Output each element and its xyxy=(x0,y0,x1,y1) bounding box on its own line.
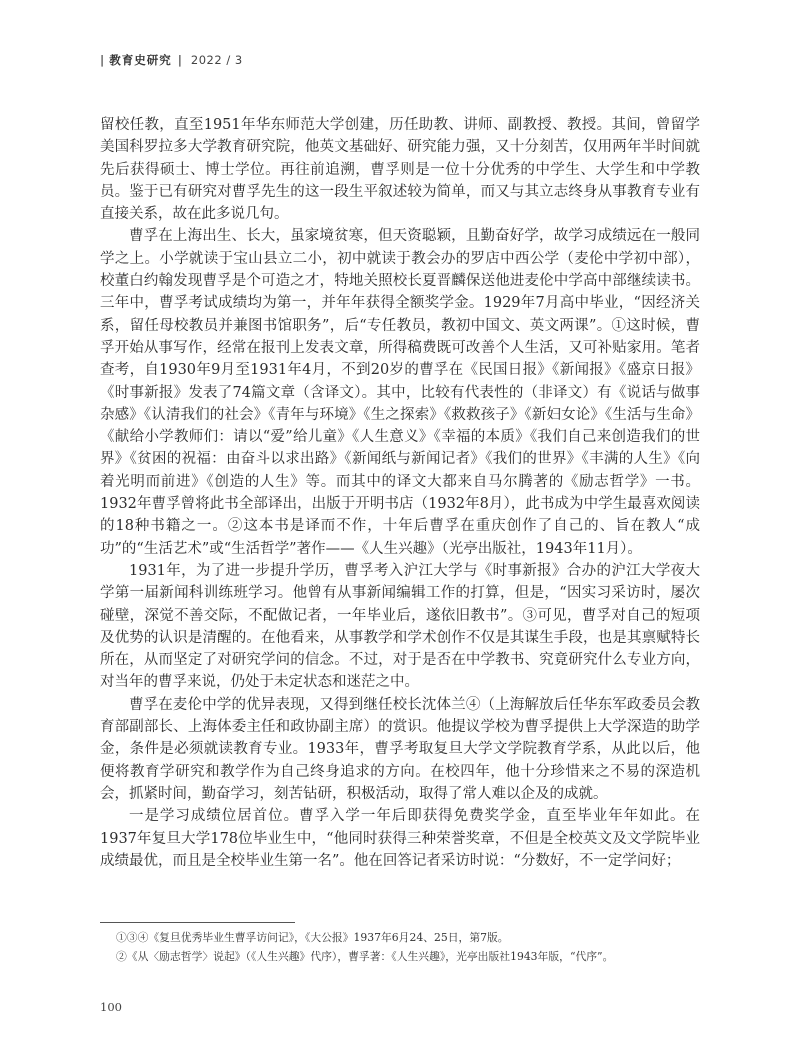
header-bar-mark: | xyxy=(100,53,105,67)
paragraph: 曹孚在上海出生、长大，虽家境贫寒，但天资聪颖，且勤奋好学，故学习成绩远在一般同学之上。小学就读于宝山县立二小，初中就读于教会办的罗店中西公学（麦伦中学初中部），校董白约翰发现曹孚是个可造之才，特地关照校长夏晋麟保送他进麦伦中学高中部继续读书。三年中，曹孚考试成绩均为第一，并年年获得全额奖学金。1929年7月高中毕业，“因经济关系，留任母校教员并兼图书馆职务”，后“专任教员，教初中国文、英文两课”。①这时候，曹孚开始从事写作，经常在报刊上发表文章，所得稿费既可改善个人生活，又可补贴家用。笔者查考，自1930年9月至1931年4月，不到20岁的曹孚在《民国日报》《新闻报》《盛京日报》《时事新报》发表了74篇文章（含译文）。其中，比较有代表性的（非译文）有《说话与做事杂感》《认清我们的社会》《青年与环境》《生之探索》《救救孩子》《新妇女论》《生活与生命》《献给小学教师们：请以“爱”给儿童》《人生意义》《幸福的本质》《我们自己来创造我们的世界》《贫困的祝福：由奋斗以求出路》《新闻纸与新闻记者》《我们的世界》《丰满的人生》《向着光明而前进》《创造的人生》等。而其中的译文大都来自马尔腾著的《励志哲学》一书。1932年曹孚曾将此书全部译出，出版于开明书店（1932年8月），此书成为中学生最喜欢阅读的18种书籍之一。②这本书是译而不作，十年后曹孚在重庆创作了自己的、旨在教人“成功”的“生活艺术”或“生活哲学”著作——《人生兴趣》（光亭出版社，1943年11月）。 xyxy=(100,228,700,557)
paragraph: 留校任教，直至1951年华东师范大学创建，历任助教、讲师、副教授、教授。其间，曾留学美国科罗拉多大学教育研究院，他英文基础好、研究能力强，又十分刻苦，仅用两年半时间就先后获得硕士、博士学位。再往前追溯，曹孚则是一位十分优秀的中学生、大学生和中学教员。鉴于已有研究对曹孚先生的这一段生平叙述较为简单，而又与其立志终身从事教育专业有直接关系，故在此多说几句。 xyxy=(100,117,700,223)
header-separator: | xyxy=(177,53,182,67)
footnote-divider xyxy=(100,922,295,923)
article-body xyxy=(100,114,700,872)
page-number: 100 xyxy=(100,1000,122,1014)
paragraph: 曹孚在麦伦中学的优异表现，又得到继任校长沈体兰④（上海解放后任华东军政委员会教育部副部长、上海体委主任和政协副主席）的赏识。他提议学校为曹孚提供上大学深造的助学金，条件是必须就读教育专业。1933年，曹孚考取复旦大学文学院教育学系，从此以后，他便将教育学研究和教学作为自己终身追求的方向。在校四年，他十分珍惜来之不易的深造机会，抓紧时间，勤奋学习，刻苦钻研，积极活动，取得了常人难以企及的成就。 xyxy=(100,696,700,802)
journal-title: 教育史研究 xyxy=(109,53,172,67)
footnote: ②《从〈励志哲学〉说起》（《人生兴趣》代序），曹孚著：《人生兴趣》，光亭出版社1943年版，“代序”。 xyxy=(116,950,614,963)
footnote: ①③④《复旦优秀毕业生曹孚访问记》，《大公报》1937年6月24、25日，第7版。 xyxy=(116,931,509,944)
issue-number: 2022 / 3 xyxy=(190,53,243,67)
paragraph: 一是学习成绩位居首位。曹孚入学一年后即获得免费奖学金，直至毕业年年如此。在1937年复旦大学178位毕业生中，“他同时获得三种荣誉奖章，不但是全校英文及文学院毕业成绩最优，而且是全校毕业生第一名”。他在回答记者采访时说：“分数好，不一定学问好； xyxy=(100,808,700,869)
running-header xyxy=(100,52,243,68)
footnotes xyxy=(116,928,700,966)
paragraph: 1931年，为了进一步提升学历，曹孚考入沪江大学与《时事新报》合办的沪江大学夜大学第一届新闻科训练班学习。他曾有从事新闻编辑工作的打算，但是，“因实习采访时，屡次碰壁，深觉不善交际，不配做记者，一年毕业后，遂依旧教书”。③可见，曹孚对自己的短项及优势的认识是清醒的。在他看来，从事教学和学术创作不仅是其谋生手段，也是其禀赋特长所在，从而坚定了对研究学问的信念。不过，对于是否在中学教书、究竟研究什么专业方向，对当年的曹孚来说，仍处于未定状态和迷茫之中。 xyxy=(100,562,700,691)
